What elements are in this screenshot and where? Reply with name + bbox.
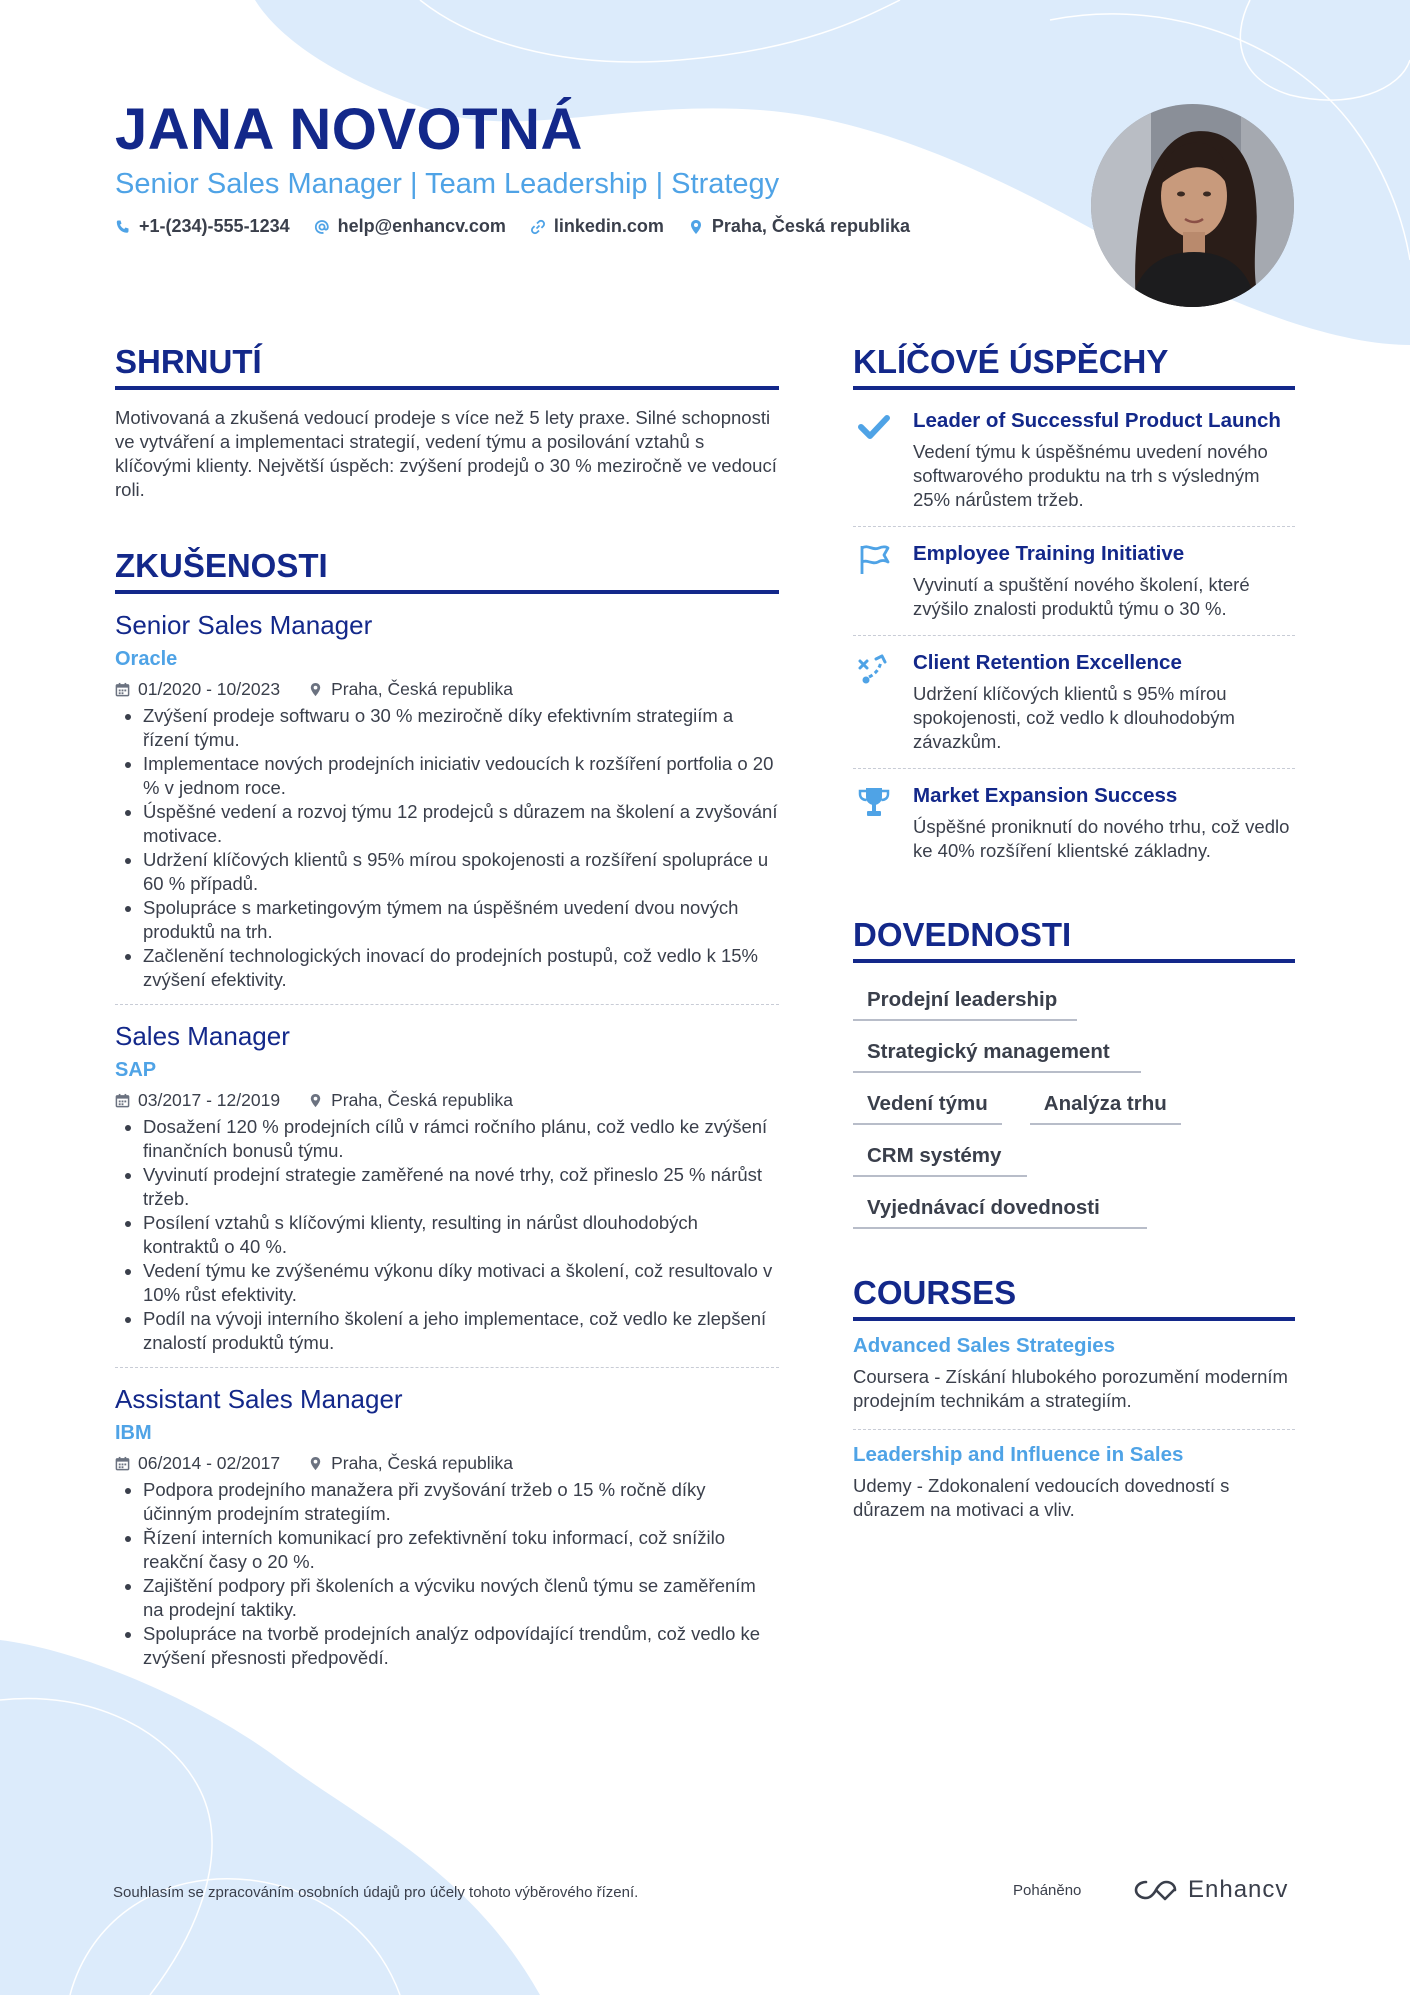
company-name: SAP (115, 1059, 157, 1081)
courses-list (853, 1321, 1295, 1538)
contact-linkedin[interactable] (530, 216, 664, 237)
job-location: Praha, Česká republika (331, 679, 513, 699)
achievement-item (853, 394, 1295, 527)
job-title: Assistant Sales Manager (115, 1384, 403, 1414)
brand-name: Enhancv (1188, 1876, 1289, 1903)
achievement-item (853, 527, 1295, 636)
contact-linkedin-text: linkedin.com (553, 216, 664, 236)
skill-tag: Analýza trhu (1030, 1091, 1181, 1125)
job-dates: 03/2017 - 12/2019 (138, 1090, 281, 1110)
job-bullets (115, 1115, 779, 1355)
achievement-title: Leader of Successful Product Launch (913, 409, 1281, 432)
course-title: Leadership and Influence in Sales (853, 1443, 1184, 1466)
contact-location-text: Praha, Česká republika (711, 216, 911, 236)
contact-phone-text: +1-(234)-555-1234 (139, 216, 290, 236)
achievement-desc: Úspěšné proniknutí do nového trhu, což vedlo ke 40% rozšíření klientské základny. (913, 816, 1290, 861)
skill-tag: Vyjednávací dovednosti (853, 1195, 1147, 1229)
list-item: • Začlenění technologických inovací do prodejních postupů, což vedlo k 15% zvýšení efektivity. (143, 944, 779, 992)
achievement-desc: Vyvinutí a spuštění nového školení, které zvýšilo znalosti produktů týmu o 30 %. (913, 574, 1250, 619)
at-icon (314, 219, 330, 235)
contact-location (688, 216, 910, 237)
achievement-desc: Vedení týmu k úspěšnému uvedení nového softwarového produktu na trh s výsledným 25% nárůstem tržeb. (913, 441, 1268, 510)
trophy-icon (857, 785, 891, 819)
powered-by-label: Poháněno (1013, 1882, 1082, 1899)
list-item: • Dosažení 120 % prodejních cílů v rámci ročního plánu, což vedlo ke zvýšení finančních bonusů týmu. (143, 1115, 779, 1163)
list-item: • Podíl na vývoji interního školení a jeho implementace, což vedlo ke zlepšení znalostí produktů týmu. (143, 1307, 779, 1355)
left-column (115, 342, 779, 1682)
summary-heading: SHRNUTÍ (115, 342, 779, 390)
headline: Senior Sales Manager | Team Leadership | Strategy (115, 168, 780, 200)
consent-text: Souhlasím se zpracováním osobních údajů pro účely tohoto výběrového řízení. (113, 1884, 639, 1901)
skill-tag: Vedení týmu (853, 1091, 1002, 1125)
achievement-item (853, 769, 1295, 877)
list-item: • Spolupráce na tvorbě prodejních analýz odpovídající trendům, což vedlo ke zvýšení přesnosti předpovědí. (143, 1622, 779, 1670)
contact-bar (115, 216, 910, 237)
course-item (853, 1430, 1295, 1538)
achievement-title: Employee Training Initiative (913, 542, 1185, 565)
job-entry (115, 1005, 779, 1368)
contact-email[interactable] (314, 216, 506, 237)
experience-list (115, 594, 779, 1682)
phone-icon (115, 219, 131, 235)
list-item: • Zajištění podpory při školeních a výcviku nových členů týmu se zaměřením na prodejní taktiky. (143, 1574, 779, 1622)
location-icon (308, 1456, 323, 1471)
courses-heading: COURSES (853, 1273, 1295, 1321)
course-title: Advanced Sales Strategies (853, 1334, 1116, 1357)
experience-heading: ZKUŠENOSTI (115, 546, 779, 594)
list-item: • Úspěšné vedení a rozvoj týmu 12 prodejců s důrazem na školení a zvyšování motivace. (143, 800, 779, 848)
job-dates: 06/2014 - 02/2017 (138, 1453, 281, 1473)
job-entry (115, 1368, 779, 1682)
calendar-icon (115, 1093, 130, 1108)
company-name: IBM (115, 1422, 152, 1444)
job-title: Senior Sales Manager (115, 610, 373, 640)
course-item (853, 1321, 1295, 1430)
list-item: • Vedení týmu ke zvýšenému výkonu díky motivaci a školení, což resultovalo v 10% růst efektivity. (143, 1259, 779, 1307)
list-item: • Implementace nových prodejních iniciativ vedoucích k rozšíření portfolia o 20 % v jednom roce. (143, 752, 779, 800)
calendar-icon (115, 682, 130, 697)
skill-tag: Strategický management (853, 1039, 1141, 1073)
job-location: Praha, Česká republika (331, 1453, 513, 1473)
achievement-title: Market Expansion Success (913, 784, 1178, 807)
checkmark-icon (857, 410, 891, 444)
enhancv-logo-icon (1132, 1878, 1178, 1902)
job-meta (115, 1450, 779, 1476)
skill-tag: CRM systémy (853, 1143, 1027, 1177)
job-title: Sales Manager (115, 1021, 290, 1051)
contact-email-text: help@enhancv.com (337, 216, 506, 236)
job-meta (115, 676, 779, 702)
course-desc: Udemy - Zdokonalení vedoucích dovedností s důrazem na motivaci a vliv. (853, 1475, 1230, 1520)
brand-logo[interactable] (1132, 1876, 1288, 1904)
job-meta (115, 1087, 779, 1113)
job-bullets (115, 704, 779, 992)
achievements-list (853, 394, 1295, 877)
list-item: • Zvýšení prodeje softwaru o 30 % meziročně díky efektivním strategiím a řízení týmu. (143, 704, 779, 752)
right-column (853, 342, 1295, 1538)
company-name: Oracle (115, 648, 178, 670)
location-icon (308, 1093, 323, 1108)
list-item: • Spolupráce s marketingovým týmem na úspěšném uvedení dvou nových produktů na trh. (143, 896, 779, 944)
course-desc: Coursera - Získání hlubokého porozumění moderním prodejním technikám a strategiím. (853, 1366, 1288, 1411)
achievement-title: Client Retention Excellence (913, 651, 1182, 674)
list-item: • Vyvinutí prodejní strategie zaměřené na nové trhy, což přineslo 25 % nárůst tržeb. (143, 1163, 779, 1211)
list-item: • Udržení klíčových klientů s 95% mírou spokojenosti a rozšíření spolupráce u 60 % případů. (143, 848, 779, 896)
job-entry (115, 594, 779, 1005)
summary-text: Motivovaná a zkušená vedoucí prodeje s více než 5 lety praxe. Silné schopnosti ve vytváření a implementaci strategií, vedení týmu a posilování vztahů s klíčovými klienty. Největší úspěch: zvýšení prodejů o 30 % meziročně ve vedoucí roli. (115, 407, 777, 500)
achievement-item (853, 636, 1295, 769)
flag-icon (857, 543, 891, 577)
link-icon (530, 219, 546, 235)
contact-phone[interactable] (115, 216, 290, 237)
skills-list (853, 987, 1295, 1229)
skills-heading: DOVEDNOSTI (853, 915, 1295, 963)
skill-tag: Prodejní leadership (853, 987, 1077, 1021)
strategy-icon (857, 652, 891, 686)
location-icon (688, 219, 704, 235)
list-item: • Posílení vztahů s klíčovými klienty, resulting in nárůst dlouhodobých kontraktů o 40 %. (143, 1211, 779, 1259)
achievements-heading: KLÍČOVÉ ÚSPĚCHY (853, 342, 1295, 390)
location-icon (308, 682, 323, 697)
achievement-desc: Udržení klíčových klientů s 95% mírou spokojenosti, což vedlo k dlouhodobým závazkům. (913, 683, 1235, 752)
list-item: • Podpora prodejního manažera při zvyšování tržeb o 15 % ročně díky účinným prodejním strategiím. (143, 1478, 779, 1526)
job-bullets (115, 1478, 779, 1670)
job-location: Praha, Česká republika (331, 1090, 513, 1110)
candidate-name: JANA NOVOTNÁ (115, 97, 583, 162)
profile-photo (1091, 104, 1294, 307)
job-dates: 01/2020 - 10/2023 (138, 679, 281, 699)
calendar-icon (115, 1456, 130, 1471)
list-item: • Řízení interních komunikací pro zefektivnění toku informací, což snížilo reakční časy o 20 %. (143, 1526, 779, 1574)
